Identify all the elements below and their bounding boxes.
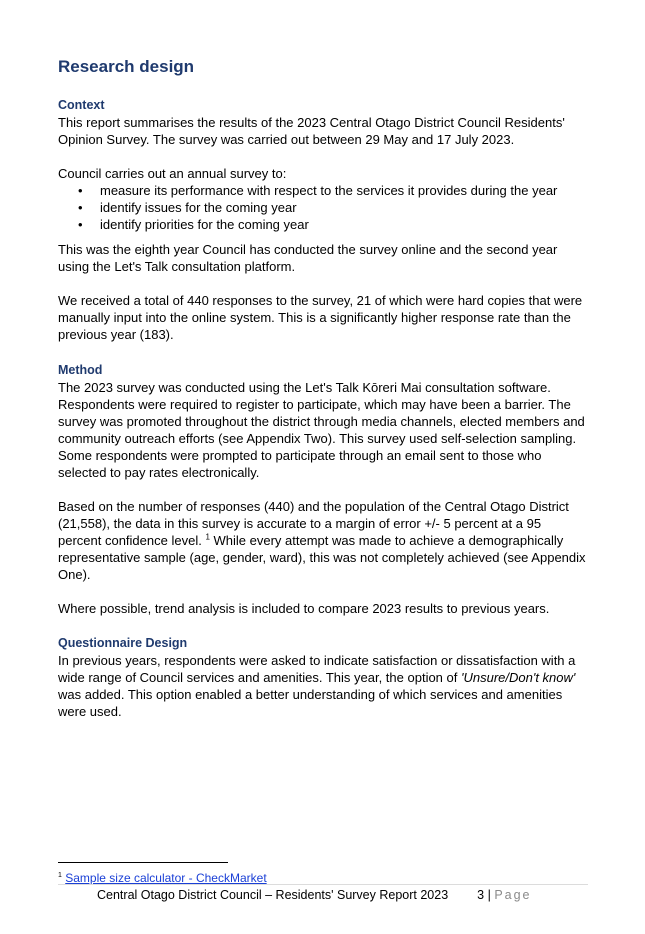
method-paragraph-3: Where possible, trend analysis is included to compare 2023 results to previous years. <box>58 601 550 616</box>
list-item: • measure its performance with respect to the services it provides during the year <box>58 182 588 199</box>
context-paragraph-2: Council carries out an annual survey to: <box>58 166 287 181</box>
page-label: Page <box>494 888 532 902</box>
footnote-reference[interactable]: 1 <box>205 532 210 542</box>
footer-separator: | <box>487 888 491 902</box>
footnote-marker: 1 <box>58 872 62 879</box>
page-title: Research design <box>58 57 195 76</box>
context-section <box>58 97 588 343</box>
method-paragraph-2: Based on the number of responses (440) and the population of the Central Otago District (21,558), the data in this survey is accurate to a margin of error +/- 5 percent at a 95 percent confidence level. $^1$ While every attempt was made to achieve a demographically representative sample (age, gender, ward), this was not completely achieved (see Appendix One). <box>58 499 586 582</box>
questionnaire-paragraph: In previous years, respondents were asked to indicate satisfaction or dissatisfaction with a wide range of Council services and amenities. This year, the option of 'Unsure/Don't know' was added. This option enabled a better understanding of which services and amenities were used. <box>58 653 576 719</box>
context-bullet-list <box>58 182 588 233</box>
context-paragraph-1: This report summarises the results of the 2023 Central Otago District Council Residents' Opinion Survey. The survey was carried out between 29 May and 17 July 2023. <box>58 115 565 147</box>
method-paragraph-1: The 2023 survey was conducted using the Let's Talk Kōreri Mai consultation software. Respondents were required to register to participate, which may have been a barrier. The survey was promoted throughout the district through media channels, elected members and community outreach efforts (see Appendix Two). This survey used self-selection sampling. Some respondents were prompted to participate through an email sent to those who selected to pay rates electronically. <box>58 380 585 480</box>
method-heading: Method <box>58 363 103 377</box>
footnote-link[interactable]: Sample size calculator - CheckMarket <box>65 871 267 885</box>
list-item: • identify priorities for the coming year <box>58 216 588 233</box>
context-paragraph-4: We received a total of 440 responses to the survey, 21 of which were hard copies that were manually input into the online system. This is a significantly higher response rate than the previous year (183). <box>58 293 583 342</box>
page-number: 3 <box>477 888 485 902</box>
questionnaire-section <box>58 635 588 720</box>
context-heading: Context <box>58 98 105 112</box>
footnote <box>58 871 267 885</box>
context-paragraph-3: This was the eighth year Council has conducted the survey online and the second year using the Let's Talk consultation platform. <box>58 242 558 274</box>
page-footer <box>97 888 532 902</box>
questionnaire-heading: Questionnaire Design <box>58 636 188 650</box>
footer-divider <box>58 884 588 885</box>
method-section <box>58 362 588 617</box>
list-item: • identify issues for the coming year <box>58 199 588 216</box>
footnote-divider <box>58 862 228 863</box>
footer-text: Central Otago District Council – Residents' Survey Report 2023 <box>97 888 449 902</box>
